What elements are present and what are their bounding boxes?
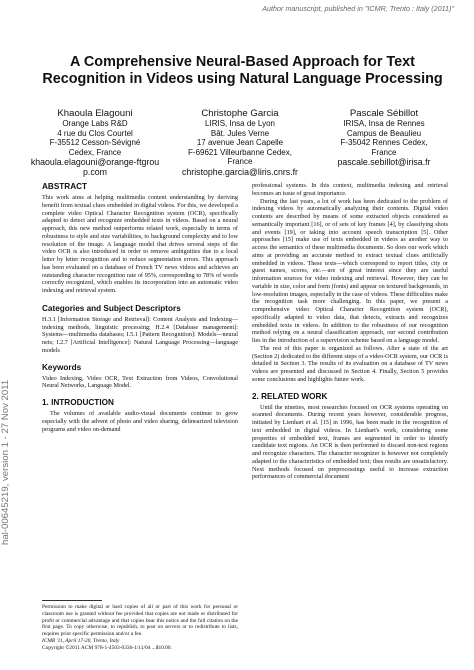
author-affiliation-line: France [227, 157, 253, 167]
author-block-2 [170, 108, 310, 177]
keywords-text: Video Indexing, Video OCR, Text Extraction from Videos, Convolutional Neural Networks, Language Model. [42, 374, 238, 390]
author-affiliation-line: 4 rue du Clos Courtel [57, 128, 133, 138]
abstract-text: This work aims at helping multimedia content understanding by deriving benefit from textual clues embedded in digital videos. For this, we developed a complete video Optical Character Recognition system (OCR), specifically adapted to detect and recognize embedded texts in videos. Based on a neural approach, this new method outperforms related work, especially in terms of robustness to style and size variabilities, to background complexity and to low resolution of the image. A language model that drives several steps of the video OCR is also introduced in order to remove ambiguities due to a local letter by letter recognition and to reduce segmentation errors. This approach has been evaluated on a database of French TV news videos and achieves an outstanding character recognition rate of 95%, corresponding to 78% of words correctly recognized, which enables its incorporation into an automatic video indexing and retrieval system. [42, 194, 238, 294]
categories-heading: Categories and Subject Descriptors [42, 303, 181, 313]
intro-heading: 1. INTRODUCTION [42, 398, 114, 407]
manuscript-note: Author manuscript, published in "ICMR, Trento : Italy (2011)" [262, 4, 454, 13]
author-affiliation-line: IRISA, Insa de Rennes [343, 119, 425, 128]
author-block-3 [318, 108, 450, 167]
author-affiliation-line: France [371, 147, 397, 157]
right-column [252, 182, 448, 481]
left-column [42, 182, 238, 433]
related-work-text: Until the nineties, most researches focused on OCR systems operating on scanned documents. During recent years however, considerable progress, initiated by Lienhart et al. [15] in 1996, has been made in the recognition of text embedded in digital videos. In Lienhart's work, considering some properties of embedded text, frames are segmented in order to identify candidate text regions. An OCR is then performed to discard non-text regions and recognize characters. The character recognizer is however not completely adapted to the characteristics of embedded text; thus results are unsatisfactory. Next methods focused on preprocessings useful to increase extraction performances of commercial document [252, 403, 448, 481]
paragraph: The rest of this paper is organized as follows. After a state of the art (Section 2) dedicated to the different steps of a video-OCR system, our OCR is detailed in Section 3. The results of its evaluation on a database of TV news videos are presented and discussed in Section 4. Finally, Section 5 provides some conclusions and highlights future work. [252, 344, 448, 383]
author-affiliation-line: Cedex, France [68, 147, 122, 157]
author-affiliation-line: Campus de Beaulieu [346, 128, 422, 138]
author-email: khaoula.elagouni@orange-ftgroup.com [30, 157, 160, 178]
author-affiliation-line: 17 avenue Jean Capelle [196, 138, 284, 148]
intro-text: The volumes of available audio-visual documents continue to grow especially with the advent of photo and video sharing, delinearized television programs and video on-demand [42, 410, 238, 433]
abstract-heading: ABSTRACT [42, 182, 88, 191]
categories-text: H.3.1 [Information Storage and Retrieval]: Content Analysis and Indexing—indexing methods, linguistic processing; H.2.4 [Database management]: Systems—multimedia databases; I.5.1 [Pattern Recognition]: Models—neural nets; I.2.7 [Artificial Intelligence]: Natural Language Processing—language models [42, 315, 238, 354]
author-affiliation-line: F-35512 Cesson-Sévigné [49, 138, 141, 148]
paragraph: professional systems. In this context, multimedia indexing and retrieval becomes an issue of great importance. [252, 182, 448, 197]
paper-title: A Comprehensive Neural-Based Approach for Text Recognition in Videos using Natural Language Processing [42, 54, 443, 87]
author-name: Christophe Garcia [201, 108, 279, 119]
author-affiliation-line: F-69621 Villeurbanne Cedex, [188, 147, 292, 157]
footnote-rule [42, 600, 102, 601]
conference-line: ICMR '11, April 17-20, Trento, Italy [42, 637, 120, 644]
keywords-heading: Keywords [42, 362, 82, 372]
permission-text: Permission to make digital or hard copies of all or part of this work for personal or classroom use is granted without fee provided that copies are not made or distributed for profit or commercial advantage and that copies bear this notice and the full citation on the first page. To copy otherwise, to republish, to post on servers or to redistribute to lists, requires prior specific permission and/or a fee. [42, 604, 238, 638]
permission-block [42, 600, 238, 652]
author-name: Khaoula Elagouni [57, 108, 133, 119]
author-affiliation-line: F-35042 Rennes Cedex, [340, 138, 428, 148]
paragraph: During the last years, a lot of work has been dedicated to the problem of indexing videos by automatically analyzing their contents. Digital video contents are described by means of some extracted objects considered as semantically important [16], or of sets of key frames [4], by classifying shots and events [19], or taking into account speech transcription [5]. Other approaches [15] make use of texts embedded in videos as another way to access the semantics of these multimedia documents. So does our work which aims at providing an accurate method to extract textual clues artificially embedded in videos. These texts—which correspond to report titles, city or guest names, scores, etc.—are of great interest since they are useful information sources for video indexing and retrieval. However, they can be variable in size, color and form (fonts) and appear on textured backgrounds, in low-resolution images, especially in the case of videos. These difficulties make the recognition task more challenging. In this paper, we present a comprehensive video Optical Character Recognition system (OCR), specifically adapted to video data, that detects, extracts and recognizes embedded texts in videos. In addition to the robustness of our recognition method relying on a neural classification approach, our second contribution lies in the introduction of a supervision scheme based on a language model. [252, 197, 448, 344]
related-work-heading: 2. RELATED WORK [252, 391, 328, 401]
author-affiliation-line: LIRIS, Insa de Lyon [205, 119, 275, 128]
author-name: Pascale Sébillot [349, 108, 419, 119]
author-affiliation-line: Orange Labs R&D [62, 119, 128, 128]
copyright-line: Copyright ©2011 ACM 978-1-4503-0336-1/11/04 ...$10.00. [42, 644, 172, 651]
author-block-1 [30, 108, 160, 177]
side-identifier: hal-00645219, version 1 - 27 Nov 2011 [0, 379, 11, 545]
author-email: christophe.garcia@liris.cnrs.fr [182, 166, 298, 177]
author-affiliation-line: Bât. Jules Verne [210, 128, 270, 138]
author-email: pascale.sebillot@irisa.fr [337, 157, 431, 168]
